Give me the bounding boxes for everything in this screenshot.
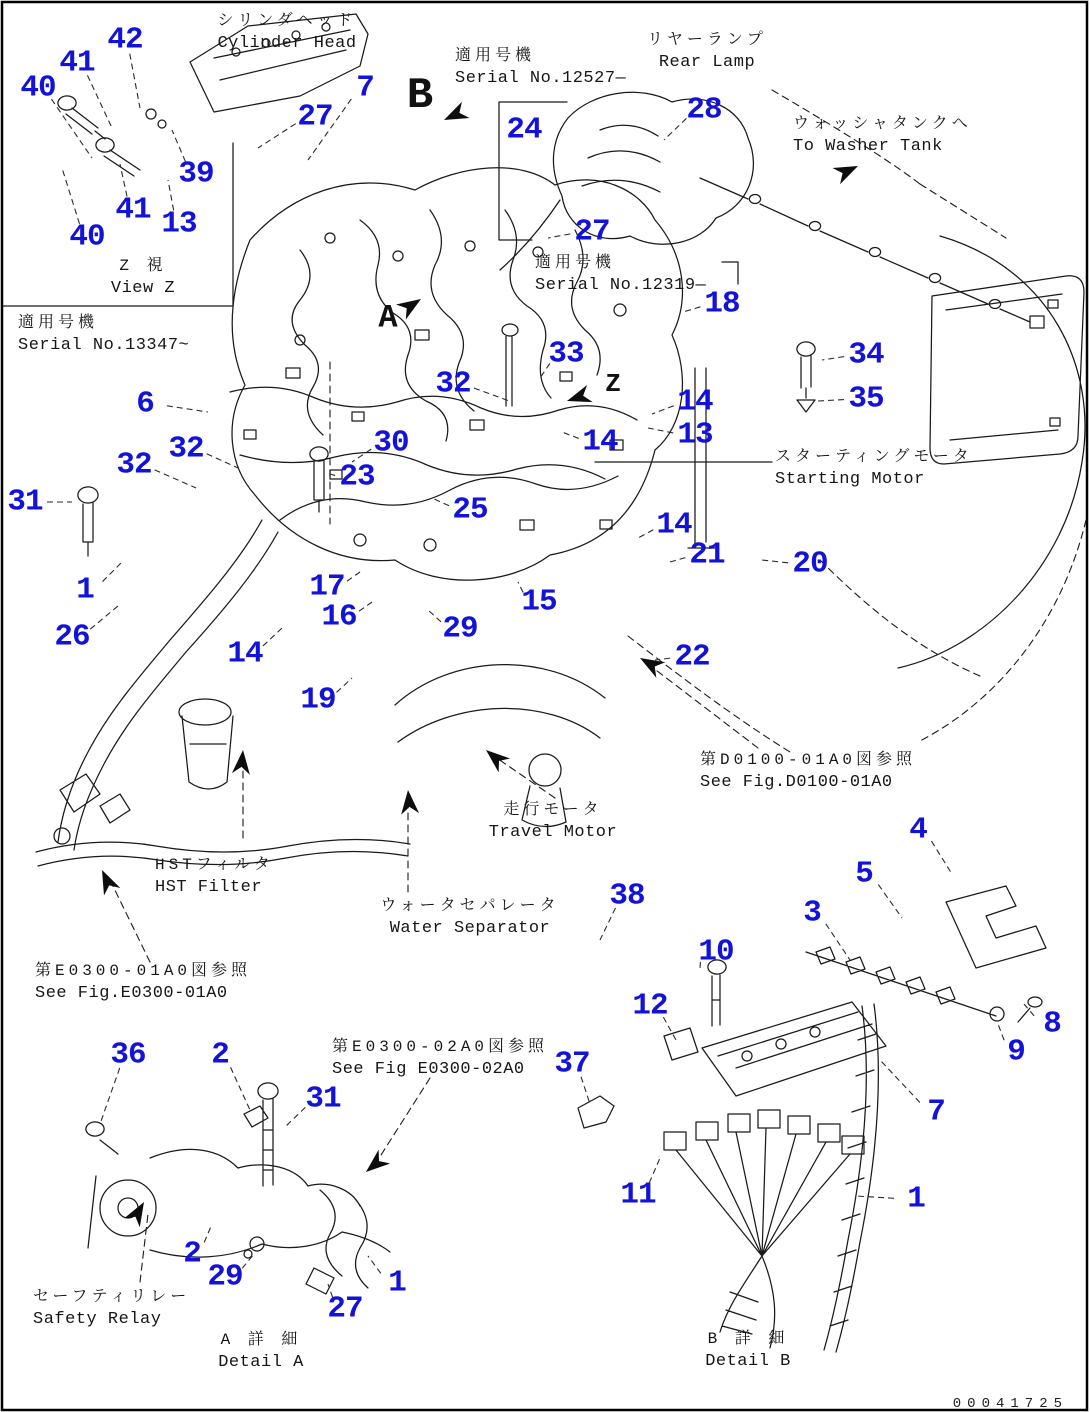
callout-7[interactable]: 7 xyxy=(927,1094,945,1130)
label-washer-tank-jp: ウォッシャタンクへ xyxy=(793,115,972,133)
safety-relay-arrow-icon xyxy=(124,1198,152,1228)
callout-20[interactable]: 20 xyxy=(792,546,828,582)
leader-line-1 xyxy=(856,1196,894,1198)
label-view-z xyxy=(111,256,175,298)
callout-41[interactable]: 41 xyxy=(59,45,95,81)
callout-26[interactable]: 26 xyxy=(54,619,90,655)
leader-line-2 xyxy=(204,1224,212,1242)
see-fig-e0300-01-arrow-icon xyxy=(94,866,120,895)
callout-36[interactable]: 36 xyxy=(110,1037,146,1073)
callout-25[interactable]: 25 xyxy=(452,492,488,528)
travel-motor-arrow-icon xyxy=(480,743,510,772)
label-serial-12319-en: Serial No.12319— xyxy=(535,276,707,295)
leader-line-32 xyxy=(155,470,196,488)
leader-line-20 xyxy=(762,560,788,563)
label-see-fig-d0100-en: See Fig.D0100-01A0 xyxy=(700,773,893,792)
callout-1[interactable]: 1 xyxy=(76,572,94,608)
label-cylinder-head-en: Cylinder Head xyxy=(217,34,357,53)
label-hst-filter-jp: HSTフィルタ xyxy=(155,856,274,874)
leader-line-3 xyxy=(826,924,850,960)
leader-line-14 xyxy=(562,432,579,438)
label-see-fig-e0300-02-en: See Fig E0300-02A0 xyxy=(332,1060,525,1079)
label-detail-a-jp: A 詳 細 xyxy=(220,1331,302,1349)
leader-line-27 xyxy=(548,234,570,238)
label-serial-12527 xyxy=(455,46,627,88)
leader-line-6 xyxy=(167,406,208,412)
label-see-fig-e0300-01-jp: 第E0300-01A0図参照 xyxy=(35,962,252,980)
leader-line-16 xyxy=(359,602,372,611)
callout-8[interactable]: 8 xyxy=(1043,1006,1061,1042)
label-see-fig-e0300-02 xyxy=(332,1037,548,1079)
callout-40[interactable]: 40 xyxy=(20,70,56,106)
leader-line-18 xyxy=(683,307,700,312)
callout-39[interactable]: 39 xyxy=(178,156,214,192)
callout-27[interactable]: 27 xyxy=(327,1291,363,1327)
leader-line-14 xyxy=(652,406,674,414)
callout-11[interactable]: 11 xyxy=(620,1177,656,1213)
hst-filter-arrow-icon xyxy=(232,749,252,774)
label-water-separator-jp: ウォータセパレータ xyxy=(380,897,560,915)
label-water-separator xyxy=(380,896,559,938)
callout-41[interactable]: 41 xyxy=(115,192,151,228)
water-separator-arrow-icon xyxy=(399,789,419,814)
callout-24[interactable]: 24 xyxy=(506,112,542,148)
callout-15[interactable]: 15 xyxy=(521,584,557,620)
label-hst-filter-en: HST Filter xyxy=(155,878,263,897)
leader-line-14 xyxy=(263,628,282,646)
callout-28[interactable]: 28 xyxy=(686,92,722,128)
leader-line-13 xyxy=(648,428,673,433)
leader-line-28 xyxy=(664,118,686,140)
leader-line-1 xyxy=(368,1256,381,1273)
see-fig-e0300-02-arrow-icon xyxy=(360,1150,390,1179)
label-travel-motor-jp: 走行モータ xyxy=(503,801,603,819)
label-washer-tank xyxy=(793,114,972,156)
leader-line-1 xyxy=(103,562,122,582)
label-see-fig-e0300-01-en: See Fig.E0300-01A0 xyxy=(35,984,228,1003)
callout-40[interactable]: 40 xyxy=(69,219,105,255)
view-letter-B: B xyxy=(406,71,434,121)
leader-line-29 xyxy=(428,610,441,622)
leader-line-2 xyxy=(231,1067,250,1110)
leader-line-25 xyxy=(432,498,449,506)
leader-line-21 xyxy=(670,558,685,562)
callout-9[interactable]: 9 xyxy=(1007,1034,1025,1070)
label-detail-b-en: Detail B xyxy=(705,1352,791,1371)
leader-line-17 xyxy=(347,572,360,581)
label-travel-motor-en: Travel Motor xyxy=(488,823,618,842)
callout-14[interactable]: 14 xyxy=(582,424,618,460)
callout-33[interactable]: 33 xyxy=(548,336,584,372)
callout-37[interactable]: 37 xyxy=(554,1046,590,1082)
callout-14[interactable]: 14 xyxy=(227,636,263,672)
label-serial-12527-en: Serial No.12527— xyxy=(455,69,627,88)
callout-31[interactable]: 31 xyxy=(305,1081,341,1117)
callout-1[interactable]: 1 xyxy=(388,1265,406,1301)
leader-line-41 xyxy=(87,75,112,128)
leader-line-7 xyxy=(880,1060,920,1102)
callout-1[interactable]: 1 xyxy=(907,1181,925,1217)
leader-line-27 xyxy=(258,124,296,148)
view-letter-Z: Z xyxy=(605,369,621,399)
label-starting-motor-jp: スターティングモータ xyxy=(775,448,973,466)
leader-line-9 xyxy=(998,1024,1004,1040)
label-safety-relay-jp: セーフティリレー xyxy=(33,1288,191,1306)
leader-line-4 xyxy=(931,841,952,874)
label-starting-motor xyxy=(775,447,973,489)
label-cylinder-head-jp: シリンダヘッド xyxy=(217,12,357,30)
callout-23[interactable]: 23 xyxy=(339,459,375,495)
label-serial-13347-en: Serial No.13347~ xyxy=(18,336,190,355)
callout-32[interactable]: 32 xyxy=(435,366,471,402)
callout-13[interactable]: 13 xyxy=(161,206,197,242)
callout-3[interactable]: 3 xyxy=(803,895,821,931)
label-rear-lamp-en: Rear Lamp xyxy=(658,53,756,72)
callout-21[interactable]: 21 xyxy=(689,537,725,573)
callout-2[interactable]: 2 xyxy=(211,1037,229,1073)
callout-5[interactable]: 5 xyxy=(855,856,873,892)
leader-line-42 xyxy=(130,54,140,108)
label-serial-12319-jp: 適用号機 xyxy=(535,254,616,272)
leader-line-14 xyxy=(638,530,653,538)
label-serial-13347-jp: 適用号機 xyxy=(18,314,99,332)
label-see-fig-d0100-jp: 第D0100-01A0図参照 xyxy=(700,751,917,769)
label-water-separator-en: Water Separator xyxy=(389,919,551,938)
callout-29[interactable]: 29 xyxy=(442,611,478,647)
label-view-z-en: View Z xyxy=(110,279,176,298)
callout-32[interactable]: 32 xyxy=(116,447,152,483)
leader-line-26 xyxy=(90,606,118,629)
callout-17[interactable]: 17 xyxy=(309,569,345,605)
callout-12[interactable]: 12 xyxy=(632,988,668,1024)
label-see-fig-e0300-02-jp: 第E0300-02A0図参照 xyxy=(332,1038,549,1056)
drawing-number: 00041725 xyxy=(952,1396,1068,1412)
label-detail-b-jp: B 詳 細 xyxy=(707,1330,789,1348)
callout-30[interactable]: 30 xyxy=(373,425,409,461)
label-rear-lamp xyxy=(647,30,767,72)
callout-2[interactable]: 2 xyxy=(183,1236,201,1272)
callout-22[interactable]: 22 xyxy=(674,639,710,675)
leader-line-23 xyxy=(330,474,335,475)
label-view-z-jp: Z 視 xyxy=(119,257,167,275)
callout-42[interactable]: 42 xyxy=(107,22,143,58)
leader-line-34 xyxy=(822,357,844,360)
callout-14[interactable]: 14 xyxy=(677,384,713,420)
callout-6[interactable]: 6 xyxy=(136,386,154,422)
view-arrow-a-icon xyxy=(396,291,426,319)
callout-10[interactable]: 10 xyxy=(698,934,734,970)
label-safety-relay xyxy=(33,1288,190,1329)
label-see-fig-d0100 xyxy=(700,750,916,792)
leader-line-5 xyxy=(878,885,902,918)
callout-32[interactable]: 32 xyxy=(168,431,204,467)
label-serial-12527-jp: 適用号機 xyxy=(455,47,536,65)
leader-line-19 xyxy=(336,678,352,692)
callout-4[interactable]: 4 xyxy=(909,812,927,848)
callout-29[interactable]: 29 xyxy=(207,1259,243,1295)
callout-18[interactable]: 18 xyxy=(704,286,740,322)
label-washer-tank-en: To Washer Tank xyxy=(793,137,943,156)
label-safety-relay-en: Safety Relay xyxy=(33,1310,162,1329)
callout-35[interactable]: 35 xyxy=(848,381,884,417)
label-detail-b xyxy=(705,1329,791,1371)
callout-27[interactable]: 27 xyxy=(297,99,333,135)
leader-line-32 xyxy=(207,454,238,468)
callout-27[interactable]: 27 xyxy=(574,214,610,250)
label-rear-lamp-jp: リヤーランプ xyxy=(647,31,767,49)
leader-line-40 xyxy=(62,168,80,224)
callout-31[interactable]: 31 xyxy=(7,484,43,520)
label-detail-a-en: Detail A xyxy=(218,1353,304,1372)
callout-19[interactable]: 19 xyxy=(300,682,336,718)
label-starting-motor-en: Starting Motor xyxy=(775,470,925,489)
callout-13[interactable]: 13 xyxy=(677,417,713,453)
callout-14[interactable]: 14 xyxy=(656,507,692,543)
label-serial-13347 xyxy=(18,313,189,355)
leader-line-31 xyxy=(284,1107,305,1128)
callout-38[interactable]: 38 xyxy=(609,878,645,914)
label-hst-filter xyxy=(155,855,274,897)
label-travel-motor xyxy=(489,800,617,842)
callout-16[interactable]: 16 xyxy=(321,599,357,635)
leader-line-35 xyxy=(818,400,844,401)
label-detail-a xyxy=(218,1330,304,1372)
leader-line-36 xyxy=(100,1068,120,1124)
callout-7[interactable]: 7 xyxy=(356,70,374,106)
washer-tank-arrow-icon xyxy=(832,158,861,184)
label-see-fig-e0300-01 xyxy=(35,961,251,1003)
callout-34[interactable]: 34 xyxy=(848,337,884,373)
callout-numbers xyxy=(7,23,1060,1327)
view-arrow-b-icon xyxy=(440,102,469,128)
view-letter-A: A xyxy=(378,299,398,337)
